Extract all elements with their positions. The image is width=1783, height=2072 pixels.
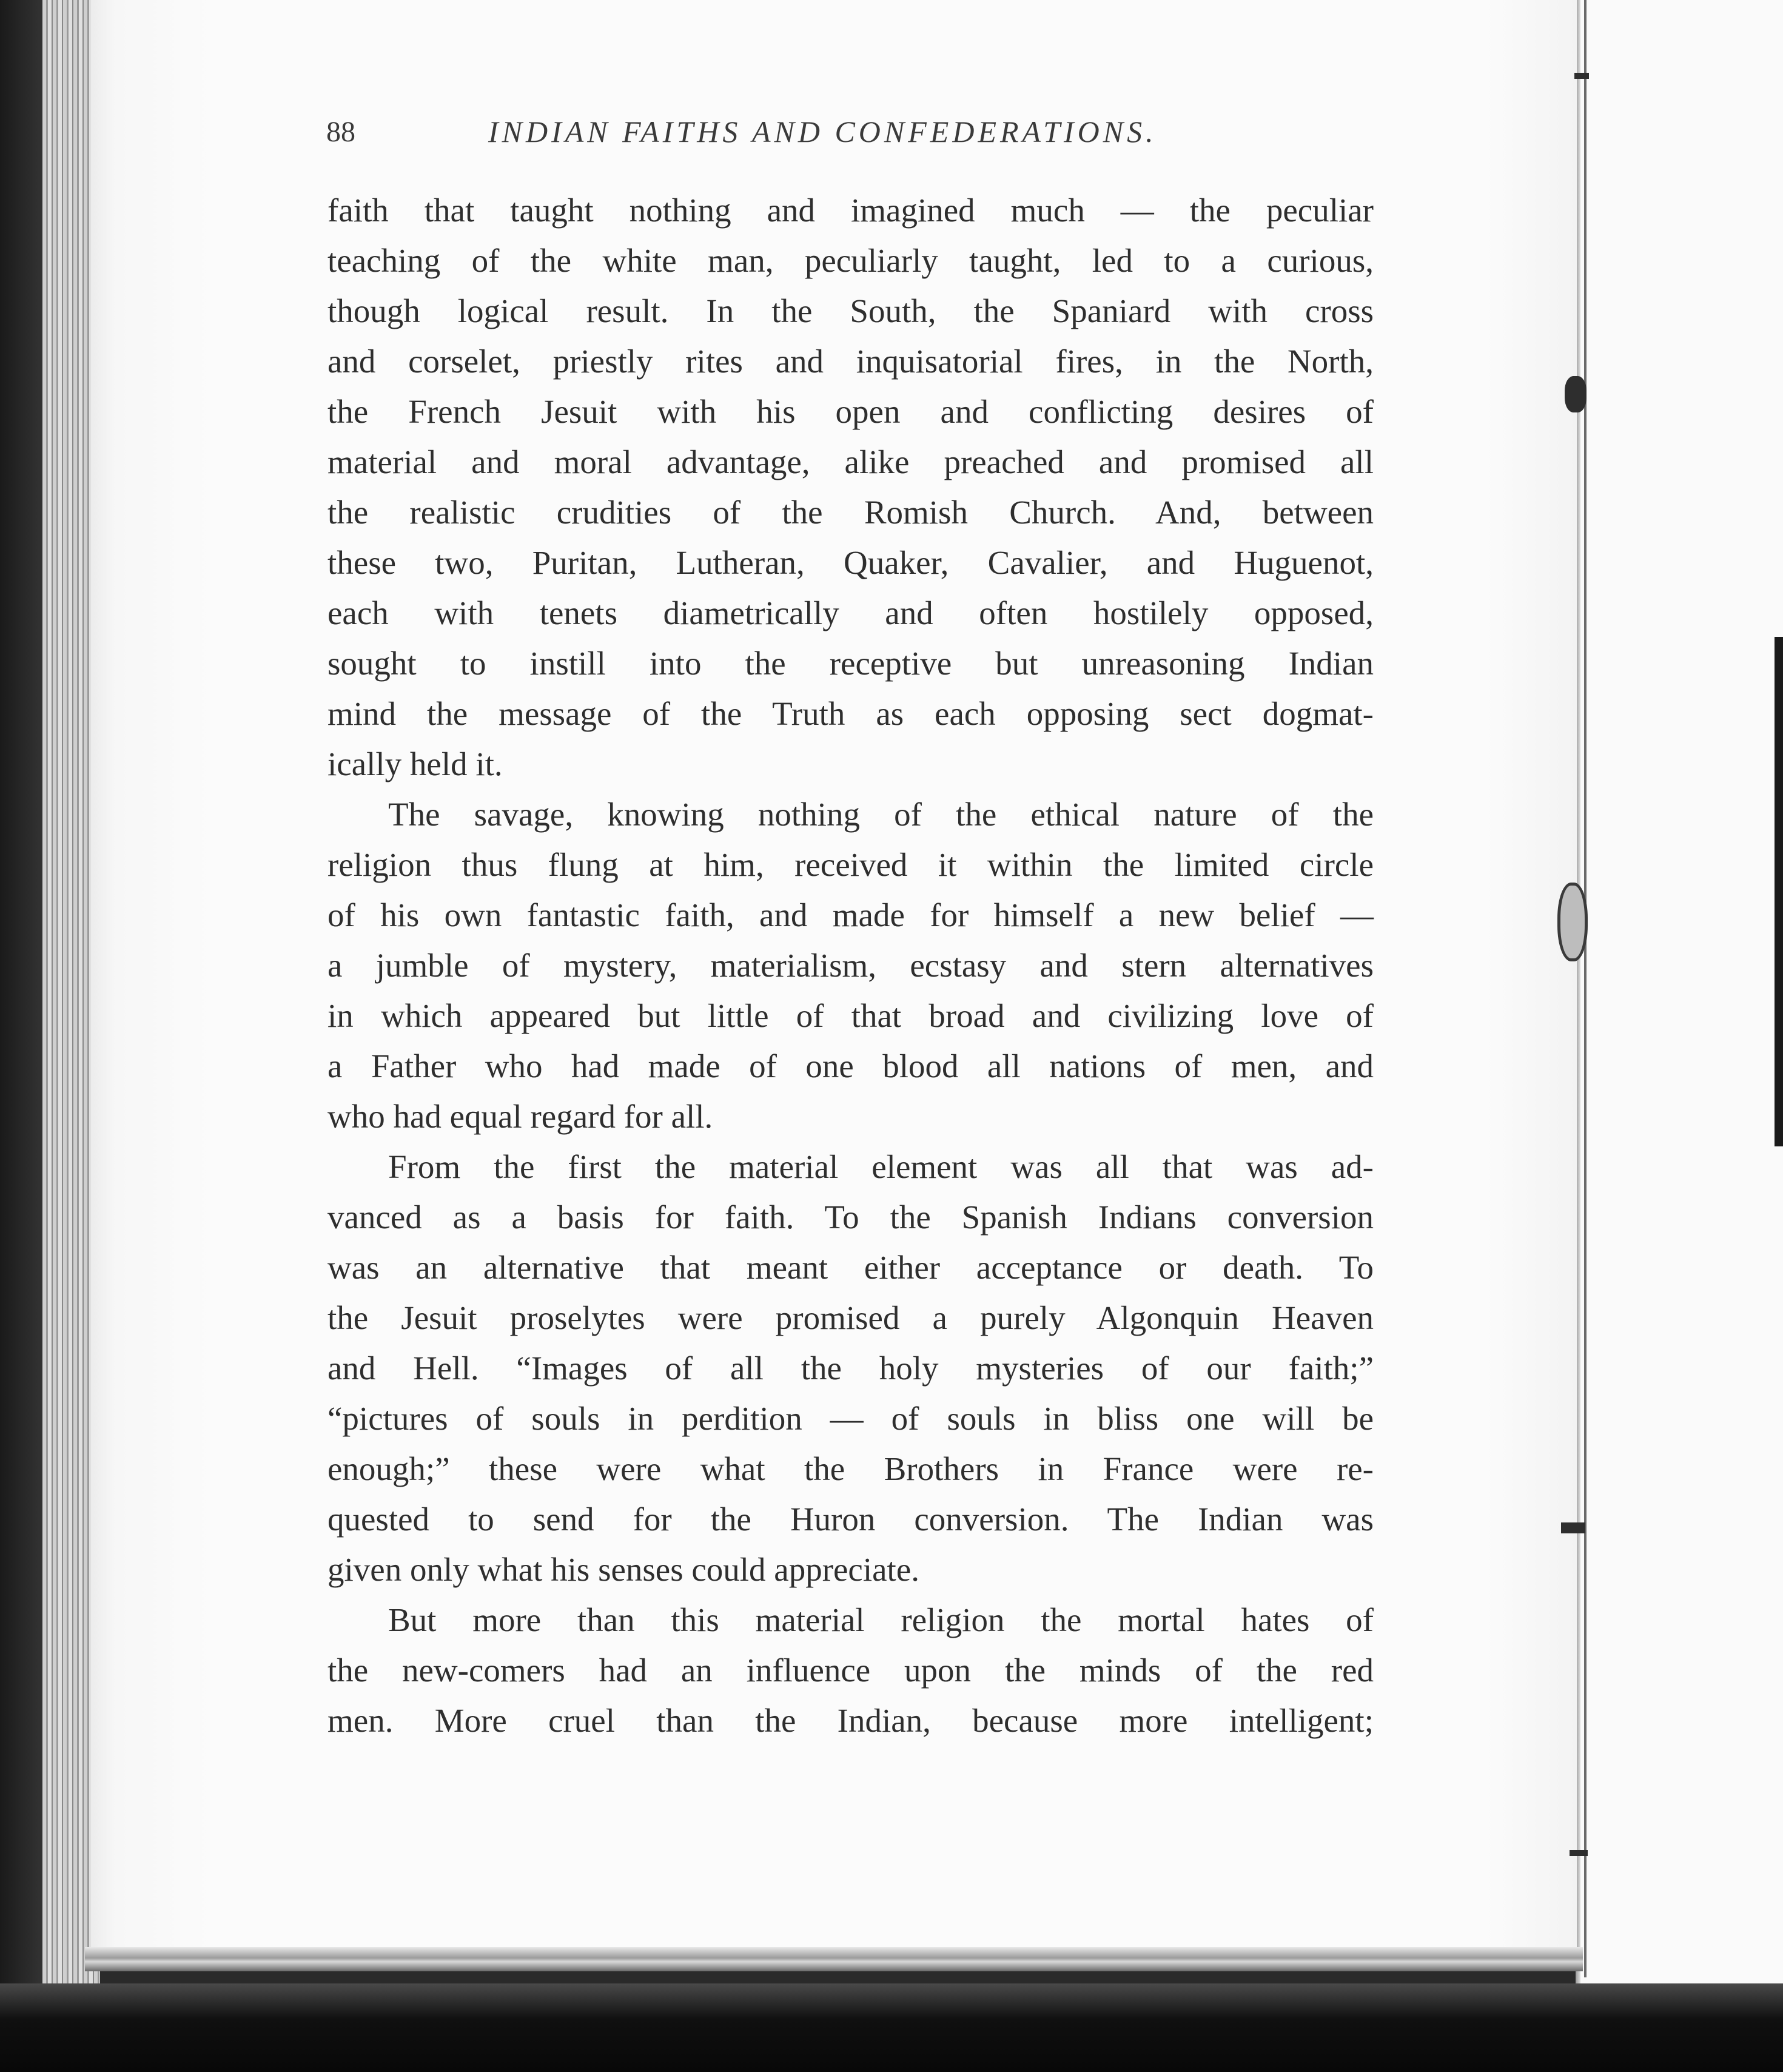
text-line: and Hell. “Images of all the holy mysteries of our faith;” bbox=[327, 1350, 1374, 1387]
text-line: From the first the material element was all that was ad- bbox=[388, 1148, 1374, 1185]
text-line: quested to send for the Huron conversion. The Indian was bbox=[327, 1501, 1374, 1538]
text-line: these two, Puritan, Lutheran, Quaker, Cavalier, and Huguenot, bbox=[327, 544, 1374, 581]
text-line: “pictures of souls in perdition — of souls in bliss one will be bbox=[327, 1400, 1374, 1437]
text-line: given only what his senses could appreciate. bbox=[327, 1551, 919, 1588]
text-line: the new-comers had an influence upon the minds of the red bbox=[327, 1652, 1374, 1689]
text-line: material and moral advantage, alike preached and promised all bbox=[327, 443, 1374, 480]
binding-stitch bbox=[1565, 376, 1587, 412]
facing-page-edge-mark bbox=[1775, 637, 1783, 1146]
facing-page-rule bbox=[1584, 0, 1587, 1977]
text-line: a jumble of mystery, materialism, ecstasy and stern alternatives bbox=[327, 947, 1374, 984]
text-line: each with tenets diametrically and often hostilely opposed, bbox=[327, 594, 1374, 631]
facing-page bbox=[1576, 0, 1783, 2002]
binding-stitch bbox=[1574, 73, 1589, 79]
body-text bbox=[327, 185, 1374, 1746]
binding-clip bbox=[1557, 883, 1588, 961]
running-head-title: INDIAN FAITHS AND CONFEDERATIONS. bbox=[488, 115, 1157, 149]
text-line: of his own fantastic faith, and made for himself a new belief — bbox=[327, 896, 1374, 933]
text-line: the French Jesuit with his open and conflicting desires of bbox=[327, 393, 1374, 430]
text-line: ically held it. bbox=[327, 745, 503, 782]
binding-stitch bbox=[1561, 1522, 1585, 1533]
text-line: a Father who had made of one blood all nations of men, and bbox=[327, 1048, 1374, 1085]
text-line: The savage, knowing nothing of the ethical nature of the bbox=[388, 796, 1374, 833]
text-line: faith that taught nothing and imagined much — the peculiar bbox=[327, 192, 1374, 229]
text-line: and corselet, priestly rites and inquisatorial fires, in the North, bbox=[327, 343, 1374, 380]
text-line: mind the message of the Truth as each opposing sect dogmat- bbox=[327, 695, 1374, 732]
text-line: sought to instill into the receptive but unreasoning Indian bbox=[327, 645, 1374, 682]
running-head bbox=[327, 114, 1237, 149]
text-line: But more than this material religion the mortal hates of bbox=[388, 1601, 1374, 1638]
text-line: teaching of the white man, peculiarly taught, led to a curious, bbox=[327, 242, 1374, 279]
scanner-background-bottom bbox=[0, 1983, 1783, 2072]
text-line: men. More cruel than the Indian, because more intelligent; bbox=[327, 1702, 1374, 1739]
text-line: enough;” these were what the Brothers in France were re- bbox=[327, 1450, 1374, 1487]
text-line: vanced as a basis for faith. To the Spanish Indians conversion bbox=[327, 1199, 1374, 1236]
page-number: 88 bbox=[326, 116, 355, 148]
text-line: who had equal regard for all. bbox=[327, 1098, 713, 1135]
text-line: the realistic crudities of the Romish Church. And, between bbox=[327, 494, 1374, 531]
text-line: was an alternative that meant either acceptance or death. To bbox=[327, 1249, 1374, 1286]
text-line: in which appeared but little of that broad and civilizing love of bbox=[327, 997, 1374, 1034]
binding-stitch bbox=[1570, 1850, 1588, 1856]
page-bottom-edge bbox=[85, 1947, 1583, 1971]
text-line: religion thus flung at him, received it within the limited circle bbox=[327, 846, 1374, 883]
text-line: the Jesuit proselytes were promised a purely Algonquin Heaven bbox=[327, 1299, 1374, 1336]
text-line: though logical result. In the South, the Spaniard with cross bbox=[327, 292, 1374, 329]
